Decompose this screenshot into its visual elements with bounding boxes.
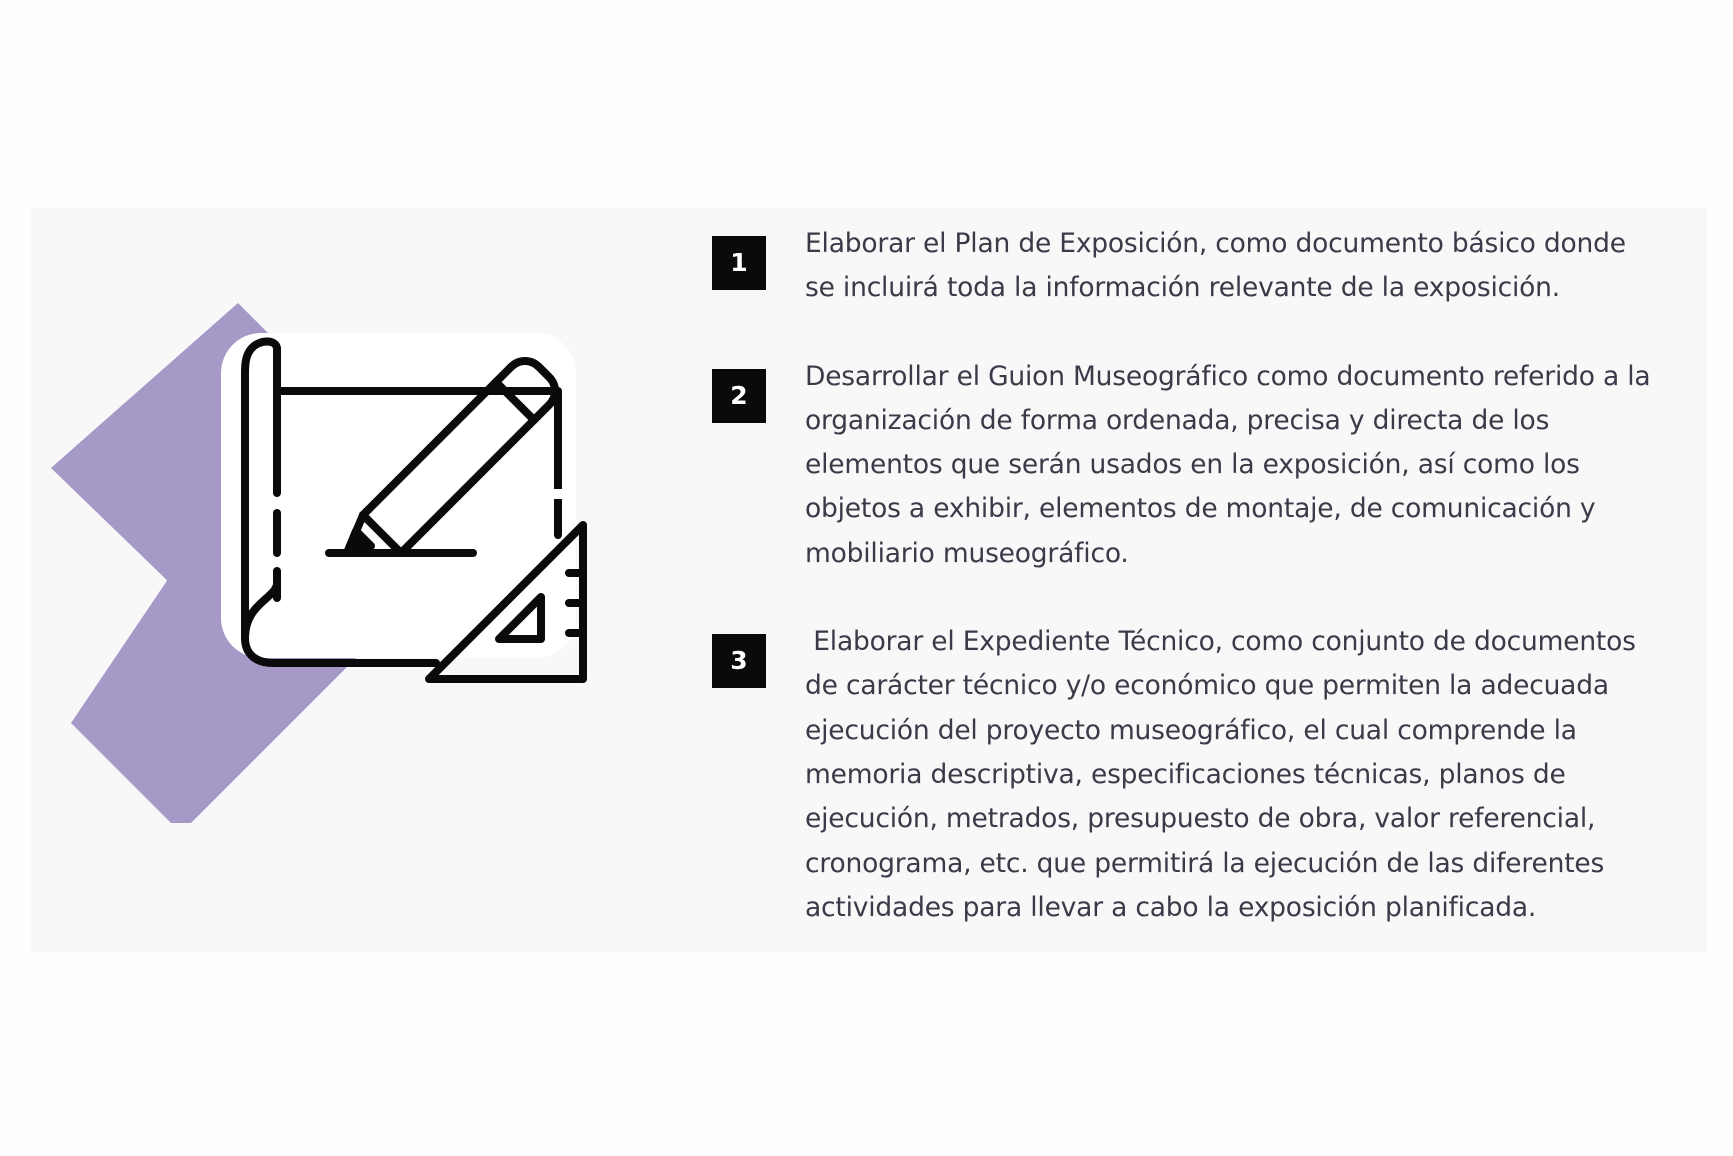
step-number-badge: 2: [712, 369, 766, 423]
blueprint-pencil-set-square-icon: [41, 303, 601, 823]
step-item-1: [681, 222, 1691, 311]
steps-list: [681, 222, 1691, 930]
step-number-badge: 3: [712, 634, 766, 688]
step-number-badge: 1: [712, 236, 766, 290]
content-panel: [31, 208, 1707, 952]
step-item-2: [681, 355, 1691, 576]
step-description: Desarrollar el Guion Museográfico como documento referido a la organización de forma ordenada, precisa y directa de los elementos que serán usados en la exposición, así como los objetos a exhibir, elementos de montaje, de comunicación y mobiliario museográfico.: [805, 360, 1651, 569]
step-description: Elaborar el Expediente Técnico, como conjunto de documentos de carácter técnico y/o económico que permiten la adecuada ejecución del proyecto museográfico, el cual comprende la memoria descriptiva, especificaciones técnicas, planos de ejecución, metrados, presupuesto de obra, valor referencial, cronograma, etc. que permitirá la ejecución de las diferentes actividades para llevar a cabo la exposición planificada.: [805, 626, 1636, 923]
step-description: Elaborar el Plan de Exposición, como documento básico donde se incluirá toda la información relevante de la exposición.: [805, 228, 1626, 304]
step-item-3: [681, 620, 1691, 930]
